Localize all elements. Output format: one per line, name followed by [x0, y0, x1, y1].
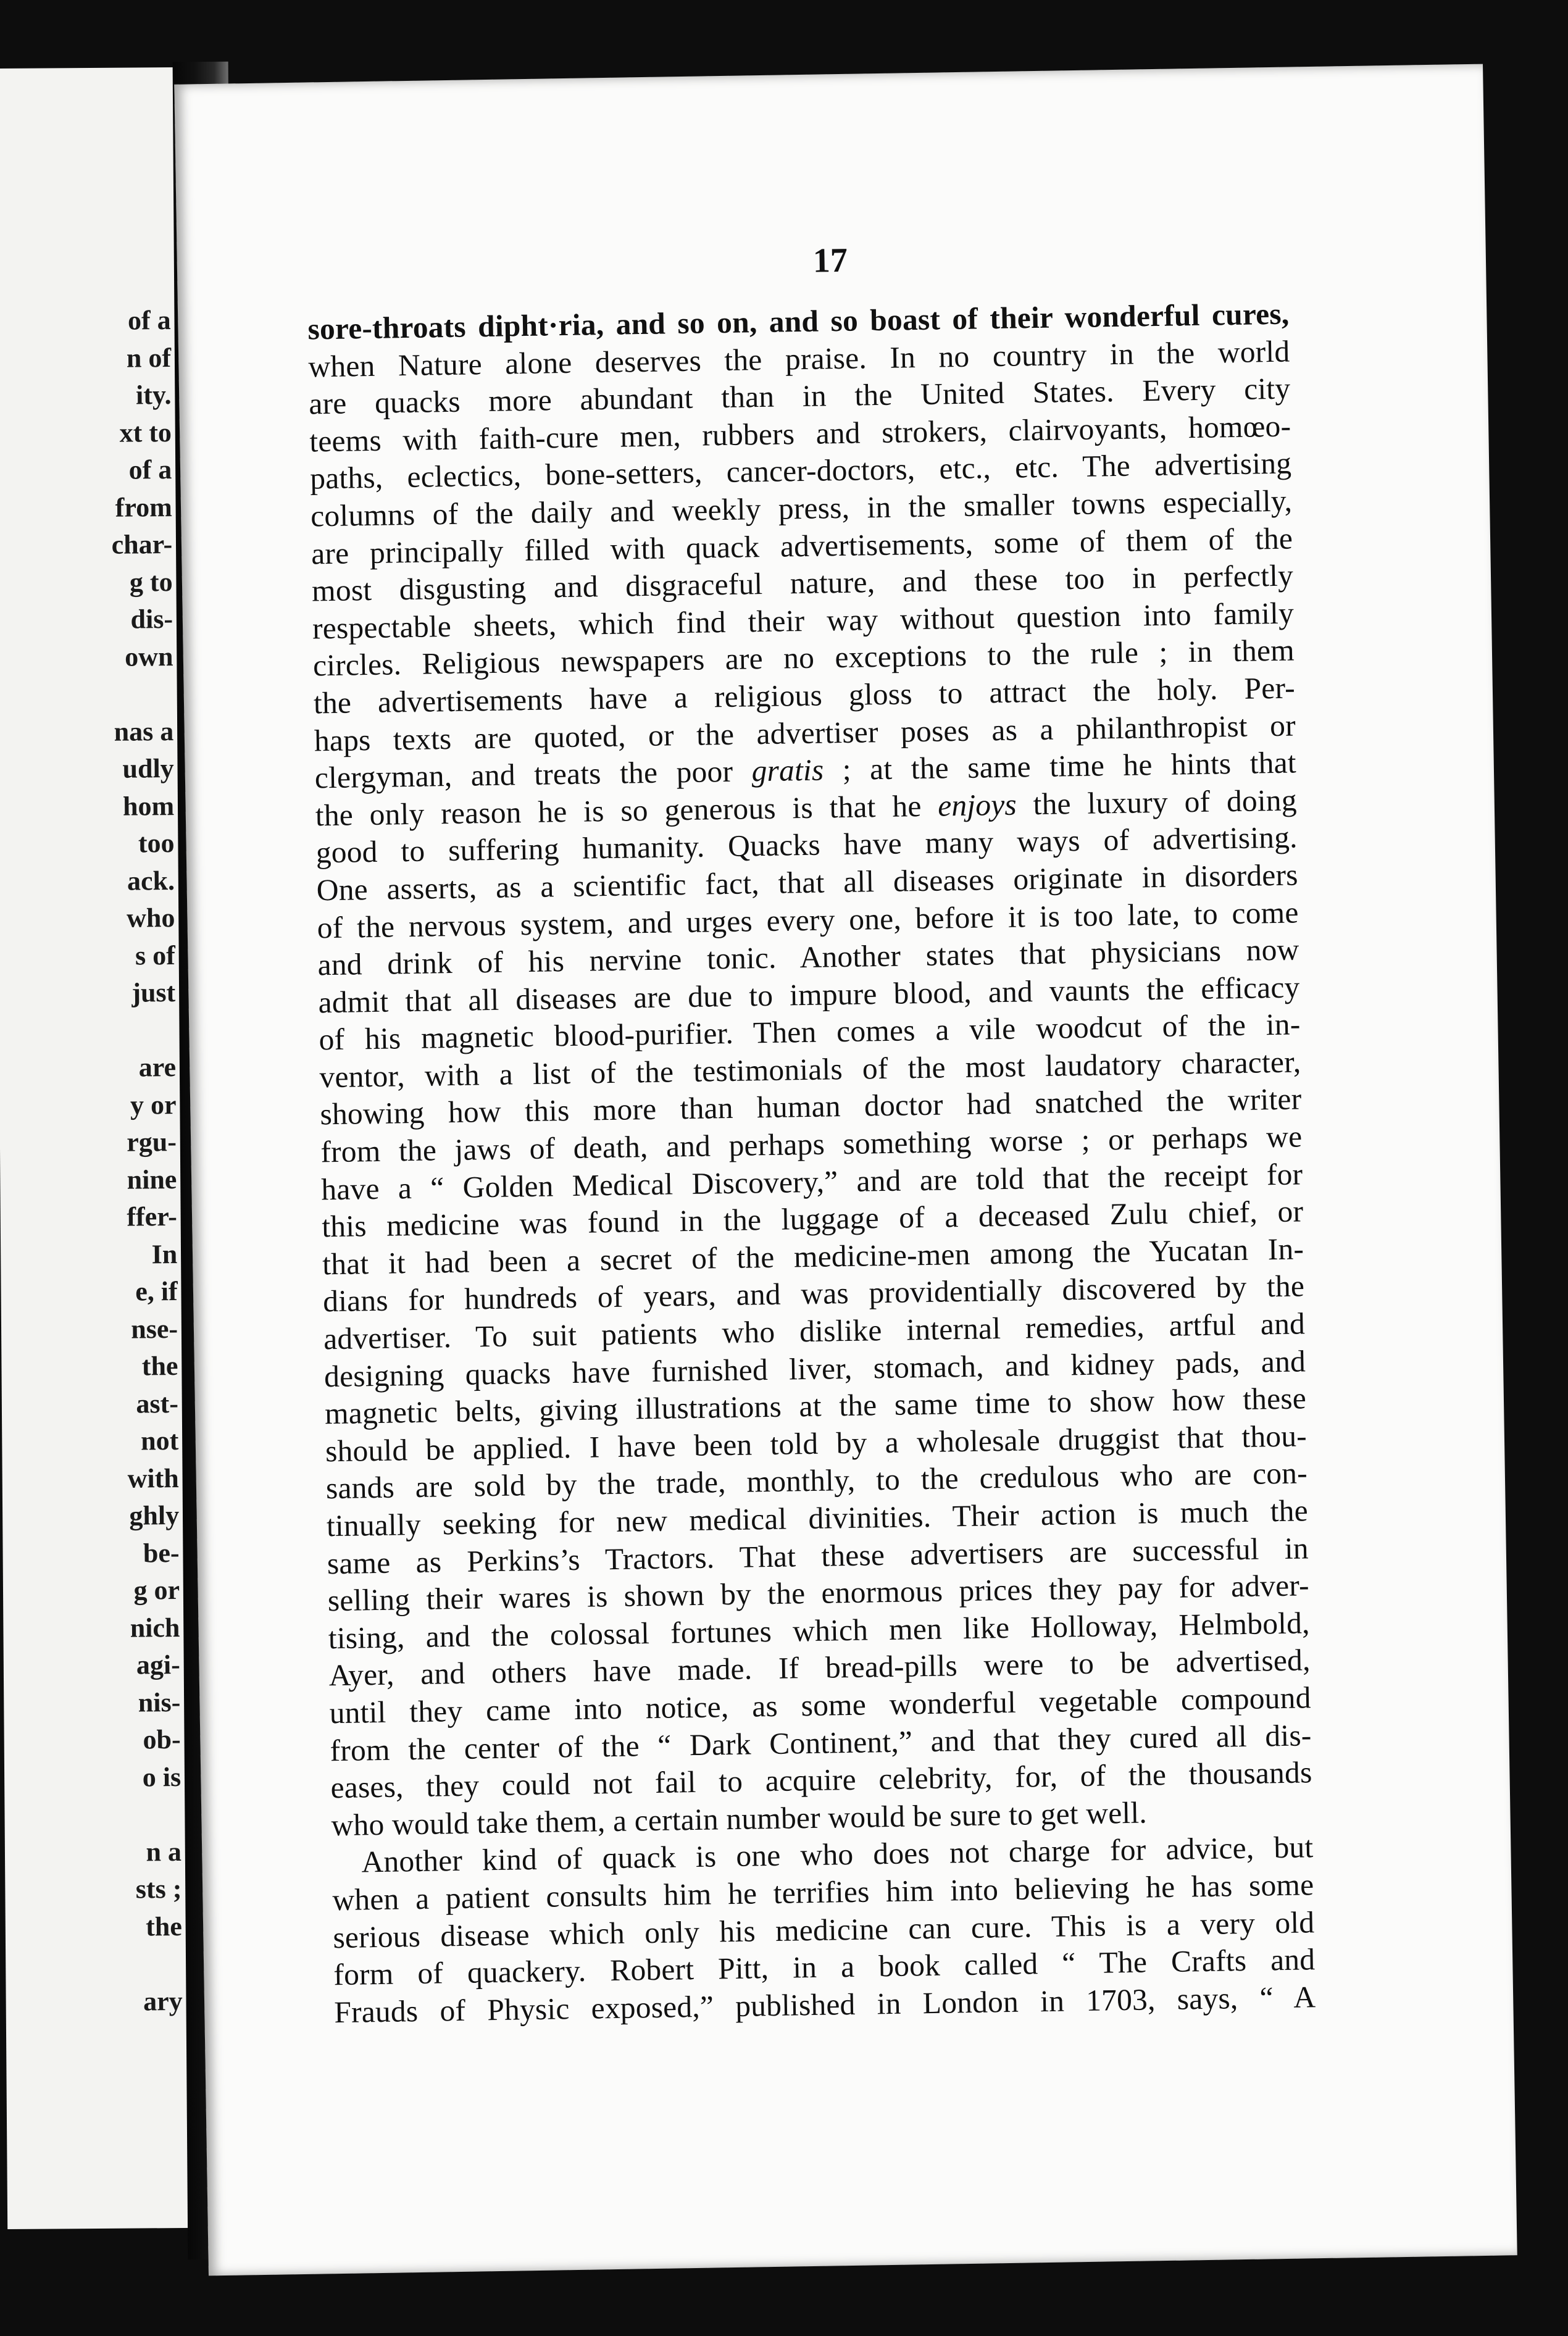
text-line: are principally filled with quack advertisements, some of them of the	[311, 521, 1293, 571]
previous-page-line: In	[151, 1238, 178, 1269]
text-line: admit that all diseases are due to impure blood, and vaunts the efficacy	[318, 970, 1300, 1020]
text-line: selling their wares is shown by the enormous prices they pay for adver-	[327, 1568, 1310, 1618]
previous-page-line: udly	[122, 753, 174, 784]
text-line: when a patient consults him he terrifies him into believing he has some	[332, 1867, 1314, 1917]
previous-page-line: are	[138, 1052, 177, 1083]
text-line: paths, eclectics, bone-setters, cancer-doctors, etc., etc. The advertising	[309, 446, 1292, 496]
text-line: sands are sold by the trade, monthly, to the credulous who are con-	[325, 1456, 1308, 1506]
text-line: the only reason he is so generous is that he enjoys the luxury of doing	[315, 783, 1298, 833]
previous-page-line: g to	[129, 566, 173, 598]
text-line: of his magnetic blood-purifier. Then comes a vile woodcut of the in-	[319, 1007, 1301, 1057]
previous-page-line: ffer-	[127, 1201, 177, 1232]
previous-page-line: just	[131, 977, 176, 1008]
previous-page-line: n of	[126, 342, 172, 373]
previous-page-line: g or	[133, 1575, 180, 1606]
text-line: who would take them, a certain number would be sure to get well.	[331, 1795, 1148, 1842]
text-line: that it had been a secret of the medicine-men among the Yucatan In-	[322, 1232, 1304, 1282]
previous-page-line: n a	[146, 1836, 182, 1867]
previous-page-line: agi-	[136, 1650, 181, 1680]
previous-page-line: ity.	[135, 380, 172, 411]
previous-page-line: too	[138, 828, 175, 859]
previous-page-line: who	[126, 903, 175, 933]
italic-word: gratis	[751, 753, 824, 788]
previous-page-line: o is	[142, 1761, 181, 1792]
text-line: sore-throats dipht·ria, and so on, and so boast of their wonderful cures,	[307, 296, 1290, 346]
text-line: Ayer, and others have made. If bread-pills were to be advertised,	[328, 1643, 1311, 1693]
text-line: most disgusting and disgraceful nature, and these too in perfectly	[311, 558, 1294, 608]
previous-page-line: nas a	[114, 715, 174, 747]
previous-page-line: ob-	[143, 1724, 181, 1755]
previous-page-line: the	[145, 1911, 182, 1942]
previous-page-line: with	[127, 1462, 179, 1494]
text-line: should be applied. I have been told by a wholesale druggist that thou-	[325, 1419, 1307, 1469]
text-line: designing quacks have furnished liver, stomach, and kidney pads, and	[323, 1343, 1306, 1393]
text-line: of the nervous system, and urges every one, before it is too late, to come	[317, 895, 1299, 945]
previous-page-line: own	[125, 641, 173, 672]
text-line: dians for hundreds of years, and was providentially discovered by the	[322, 1269, 1305, 1319]
previous-page-line: char-	[111, 529, 173, 560]
previous-page-line: not	[141, 1425, 179, 1456]
previous-page-line: sts ;	[135, 1874, 182, 1904]
previous-page-line: of a	[128, 454, 172, 485]
text-line: from the center of the “ Dark Continent,” and that they cured all dis-	[330, 1717, 1312, 1767]
text-line: and drink of his nervine tonic. Another states that physicians now	[317, 932, 1299, 982]
page-number: 17	[812, 241, 848, 280]
previous-page-line	[120, 1796, 181, 1833]
text-line: form of quackery. Robert Pitt, in a book called “ The Crafts and	[333, 1942, 1316, 1992]
previous-page-line	[112, 675, 173, 713]
text-line: ventor, with a list of the testimonials of the most laudatory character,	[319, 1045, 1301, 1095]
previous-page-line: xt to	[119, 417, 172, 448]
previous-page-line: hom	[122, 790, 175, 822]
text-line: this medicine was found in the luggage of a deceased Zulu chief, or	[321, 1194, 1304, 1244]
text-line: columns of the daily and weekly press, in the smaller towns especially,	[310, 483, 1293, 533]
page-body-text	[307, 296, 1316, 2032]
previous-page-line: ack.	[127, 865, 175, 896]
previous-page-line: nis-	[138, 1687, 181, 1718]
previous-page-line: rgu-	[127, 1127, 177, 1158]
text-line: advertiser. To suit patients who dislike internal remedies, artful and	[323, 1306, 1306, 1356]
previous-page-line: the	[141, 1351, 178, 1382]
previous-page-line: from	[115, 491, 172, 523]
text-line: respectable sheets, which find their way without question into family	[312, 596, 1295, 646]
text-line: serious disease which only his medicine can cure. This is a very old	[332, 1904, 1315, 1954]
text-line: until they came into notice, as some wonderful vegetable compound	[329, 1680, 1311, 1730]
previous-page-line: ast-	[136, 1388, 179, 1419]
text-line: teems with faith-cure men, rubbers and strokers, clairvoyants, homœo-	[309, 409, 1291, 459]
previous-page-line: s of	[135, 940, 175, 971]
text-line: when Nature alone deserves the praise. In no country in the world	[308, 334, 1290, 384]
previous-page-line: nse-	[131, 1313, 178, 1345]
previous-page-line: ary	[143, 1985, 183, 2016]
text-line: eases, they could not fail to acquire celebrity, for, of the thousands	[330, 1755, 1312, 1805]
previous-page-line: nich	[130, 1612, 180, 1643]
previous-page-line: y or	[130, 1089, 177, 1120]
text-line: the advertisements have a religious gloss to attract the holy. Per-	[313, 670, 1296, 720]
previous-page-line: nine	[127, 1164, 177, 1195]
text-line: circles. Religious newspapers are no exceptions to the rule ; in them	[312, 633, 1295, 683]
text-line: showing how this more than human doctor had snatched the writer	[320, 1082, 1302, 1132]
previous-page-line: e, if	[135, 1276, 178, 1307]
text-line: have a “ Golden Medical Discovery,” and are told that the receipt for	[320, 1157, 1303, 1207]
text-line: same as Perkins’s Tractors. That these advertisers are successful in	[327, 1530, 1309, 1580]
previous-page-line	[115, 1012, 176, 1049]
text-line: Frauds of Physic exposed,” published in London in 1703, says, “ A	[333, 1979, 1316, 2029]
text-line: Another kind of quack is one who does not charge for advice, but	[361, 1830, 1314, 1879]
text-line: are quacks more abundant than in the United States. Every city	[308, 371, 1291, 421]
text-line: tising, and the colossal fortunes which men like Holloway, Helmbold,	[328, 1606, 1311, 1656]
text-line: magnetic belts, giving illustrations at the same time to show how these	[324, 1381, 1307, 1431]
previous-page-line: of a	[127, 305, 171, 336]
text-line: good to suffering humanity. Quacks have many ways of advertising.	[315, 820, 1298, 870]
previous-page	[0, 67, 193, 2229]
previous-page-line: dis-	[130, 604, 173, 635]
previous-page-line: ghly	[129, 1500, 180, 1531]
text-line: clergyman, and treats the poor gratis ; at the same time he hints that	[314, 745, 1297, 795]
italic-word: enjoys	[937, 787, 1017, 823]
previous-page-text	[110, 302, 183, 2021]
previous-page-line: be-	[143, 1537, 180, 1568]
text-line: tinually seeking for new medical divinities. Their action is much the	[326, 1493, 1309, 1543]
page	[174, 64, 1517, 2276]
text-line: haps texts are quoted, or the advertiser poses as a philanthropist or	[314, 707, 1296, 757]
previous-page-line	[121, 1945, 182, 1983]
text-line: One asserts, as a scientific fact, that all diseases originate in disorders	[316, 857, 1299, 907]
text-line: from the jaws of death, and perhaps something worse ; or perhaps we	[320, 1119, 1303, 1169]
